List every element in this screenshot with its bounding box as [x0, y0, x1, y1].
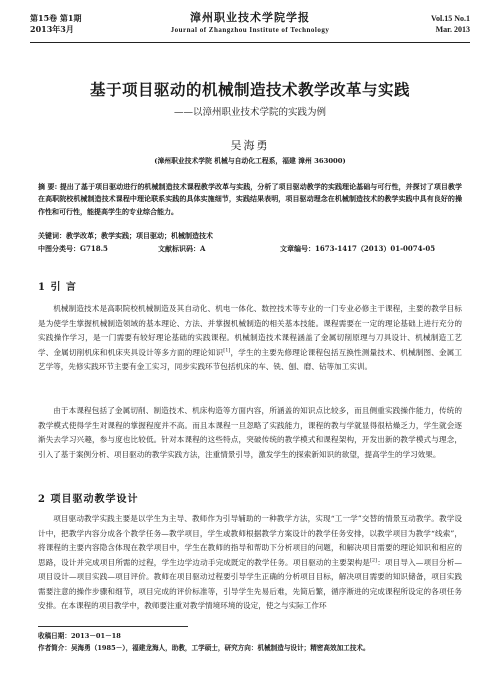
paragraph-text: 由于本课程包括了金属切削、制造技术、机床构造等方面内容，所涵盖的知识点比较多，而且侧重实践操作能力，传统的教学模式使得学生对课程的掌握程度并不高。而且本课程一旦忽略了实践能力，课程的教与学就显得很枯燥乏力，学生就会逐渐失去学习兴趣，参与度也比较低。针对本课程的这些特点，突破传统的教学模式和课程架构，开发出新的教学模式与理念，引入了基于案例分析、项目驱动的教学实践方法，注重情景引导，激发学生的探索新知识的欲望，提高学生的学习效果。 [38, 406, 462, 459]
keywords: 关键词：教学改革；教学实践；项目驱动；机械制造技术 [38, 231, 213, 240]
article-subtitle: ——以漳州职业技术学院的实践为例 [173, 107, 326, 118]
abstract-text: 提出了基于项目驱动进行的机械制造技术课程教学改革与实践，分析了项目驱动教学的实践理论基础与可行性，并探讨了项目教学在高职院校机械制造技术课程中理论联系实践的具体实施细节，实践结果表明，项目驱动理念在机械制造技术的教学实践中具有良好的操作性和可行性，能提高学生的专业综合能力。 [38, 182, 462, 216]
footnote-rule [38, 626, 188, 627]
abstract [38, 181, 462, 218]
header-volume-cn: 第15卷 第1期 [30, 13, 82, 23]
article-title: 基于项目驱动的机械制造技术教学改革与实践 [89, 80, 410, 99]
citation: [1] [223, 346, 231, 353]
paragraph [38, 512, 462, 614]
article-number: 文章编号：1673-1417（2013）01-0074-05 [280, 244, 436, 253]
paragraph-text-cont: ，学生的主要先修理论课程包括互换性测量技术、机械制图、金属工艺学等，先修实践环节主要有金工实习，同步实践环节包括机床的车、铣、刨、磨、钻等加工实训。 [38, 347, 463, 371]
paragraph [38, 404, 462, 462]
header-date-en: Mar. 2013 [435, 25, 470, 34]
section-heading-project-design: 2 项目驱动教学设计 [38, 494, 139, 505]
paragraph-text-cont: ：项目导入—项目分析—项目设计—项目实践—项目评价。教师在项目驱动过程要引导学生正确的分析项目目标，解决项目需要的知识储备，项目实践需要注意的操作步骤和细节，项目完成的评价标准等，引导学生先易后难，先简后繁，循序渐进的完成课程所设定的各项任务安排。在本课程的项目教学中，教师要注重对教学情境环境的设定，使之与实际工作环 [38, 557, 463, 610]
classification-row [38, 244, 462, 256]
header-center [30, 11, 470, 35]
paragraph-text: 机械制造技术是高职院校机械制造及其自动化、机电一体化、数控技术等专业的一门专业必修主干课程，主要的教学目标是为使学生掌握机械制造领域的基本理论、方法、并掌握机械制造的相关基本技能。课程需要在一定的理论基础上进行充分的实践操作学习，是一门需要有较好理论基础的实践课程。机械制造技术课程涵盖了金属切削原理与刀具设计、机械制造工艺学、金属切削机床和机床夹具设计等多方面的理论知识 [38, 304, 462, 357]
document-code: 文献标识码：A [158, 244, 206, 253]
abstract-label: 摘 要: [38, 182, 58, 191]
clc-number: 中图分类号：G718.5 [38, 244, 108, 253]
journal-name-en: Journal of Zhangzhou Institute of Technology [170, 26, 330, 34]
running-header [30, 9, 470, 49]
paragraph [38, 302, 462, 375]
citation: [2] [369, 556, 378, 563]
author-name: 吴海勇 [230, 139, 270, 152]
section-heading-introduction: 1 引 言 [38, 282, 77, 293]
header-right [431, 13, 470, 35]
author-affiliation: (漳州职业技术学院 机械与自动化工程系，福建 漳州 363000) [154, 157, 346, 165]
header-rule [30, 42, 470, 43]
author-bio: 作者简介：吴海勇（1985－），福建龙海人，助教，工学硕士，研究方向：机械制造与设计；精密高效加工技术。 [38, 644, 370, 652]
header-volume-en: Vol.15 No.1 [430, 14, 470, 23]
header-date-cn: 2013年3月 [30, 24, 74, 34]
paragraph-text: 项目驱动教学实践主要是以学生为主导、教师作为引导辅助的一种教学方法，实现“工一学”交替的情景互动教学。教学设计中，把教学内容分成各个教学任务—教学项目，学生或教师根据教学方案设计的教学任务安排，以教学项目为教学“线索”，将课程的主要内容隐含体现在教学项目中，学生在教师的指导和帮助下分析项目的问题，和解决项目需要的理论知识和相应的思路，设计并完成项目所需的过程，学生边学边动手完成既定的教学任务。项目驱动的主要架构是 [38, 514, 462, 567]
received-date: 收稿日期：2013－01－18 [38, 632, 121, 640]
journal-name-cn: 漳州职业技术学院学报 [190, 11, 310, 24]
